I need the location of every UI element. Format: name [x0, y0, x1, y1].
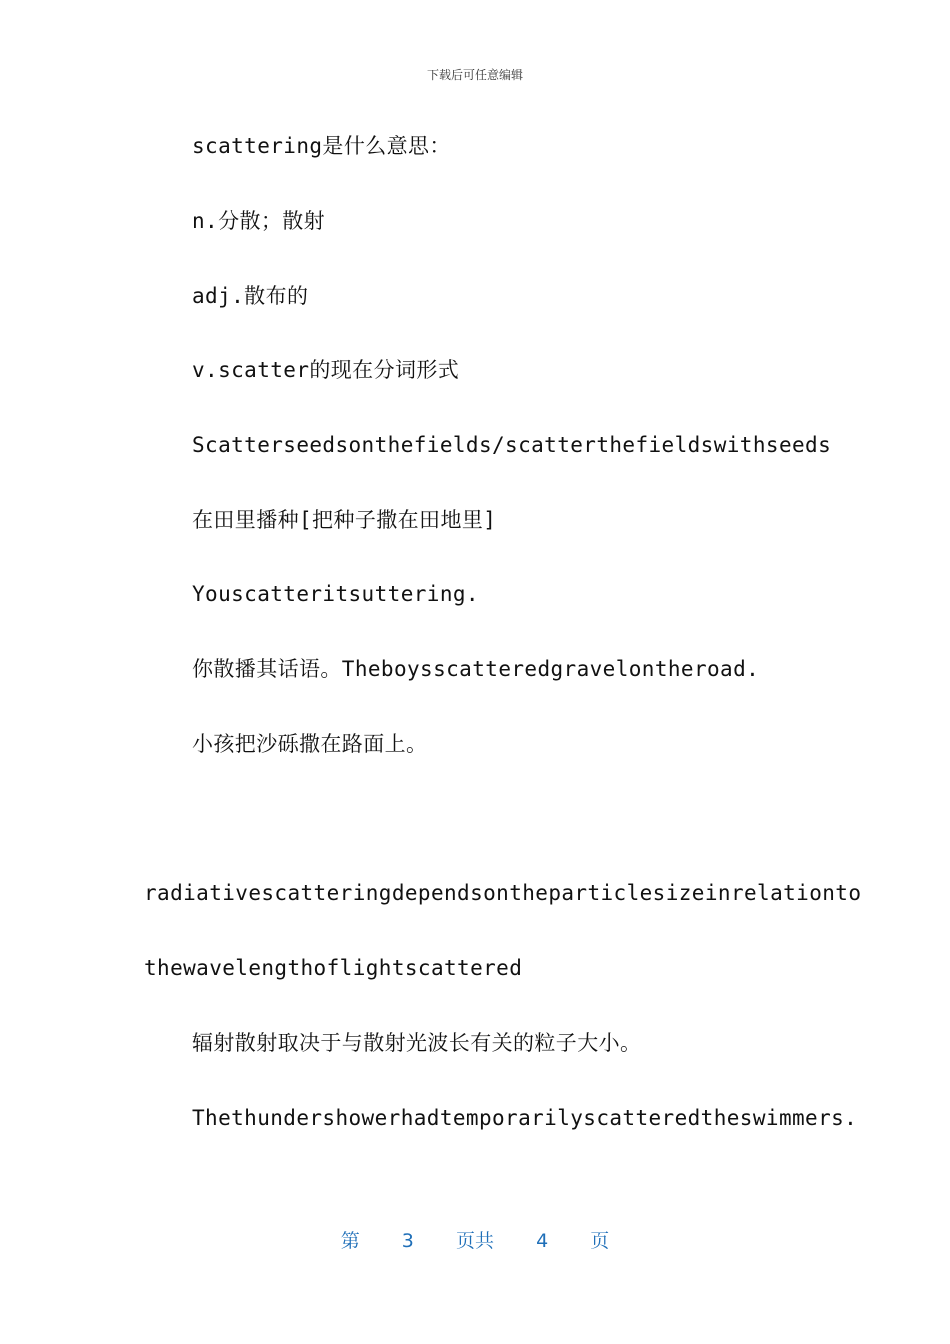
text-line: n.分散；散射	[192, 209, 326, 233]
total-pages-number: 4	[536, 1230, 549, 1252]
page-label-suffix: 页	[590, 1230, 610, 1252]
text-line: radiativescatteringdependsontheparticlesizeinrelationto	[144, 881, 862, 905]
page-footer	[0, 1226, 950, 1253]
page-header: 下载后可任意编辑	[426, 68, 523, 82]
text-line: Thethundershowerhadtemporarilyscatteredtheswimmers.	[192, 1106, 858, 1130]
text-line: 辐射散射取决于与散射光波长有关的粒子大小。	[192, 1031, 642, 1055]
text-line: scattering是什么意思：	[192, 134, 451, 158]
text-line: 在田里播种[把种子撒在田地里]	[192, 508, 497, 532]
current-page-number: 3	[401, 1230, 414, 1252]
page-label-mid: 页共	[455, 1230, 494, 1252]
text-line: 小孩把沙砾撒在路面上。	[192, 732, 428, 756]
page-label-prefix: 第	[340, 1230, 360, 1252]
text-line: Scatterseedsonthefields/scatterthefieldswithseeds	[192, 433, 832, 457]
text-line: thewavelengthoflightscattered	[144, 956, 523, 980]
text-line: adj.散布的	[192, 284, 309, 308]
text-line: 你散播其话语。Theboysscatteredgravelontheroad.	[192, 657, 760, 681]
text-line: v.scatter的现在分词形式	[192, 358, 460, 382]
text-line: Youscatteritsuttering.	[192, 582, 479, 606]
